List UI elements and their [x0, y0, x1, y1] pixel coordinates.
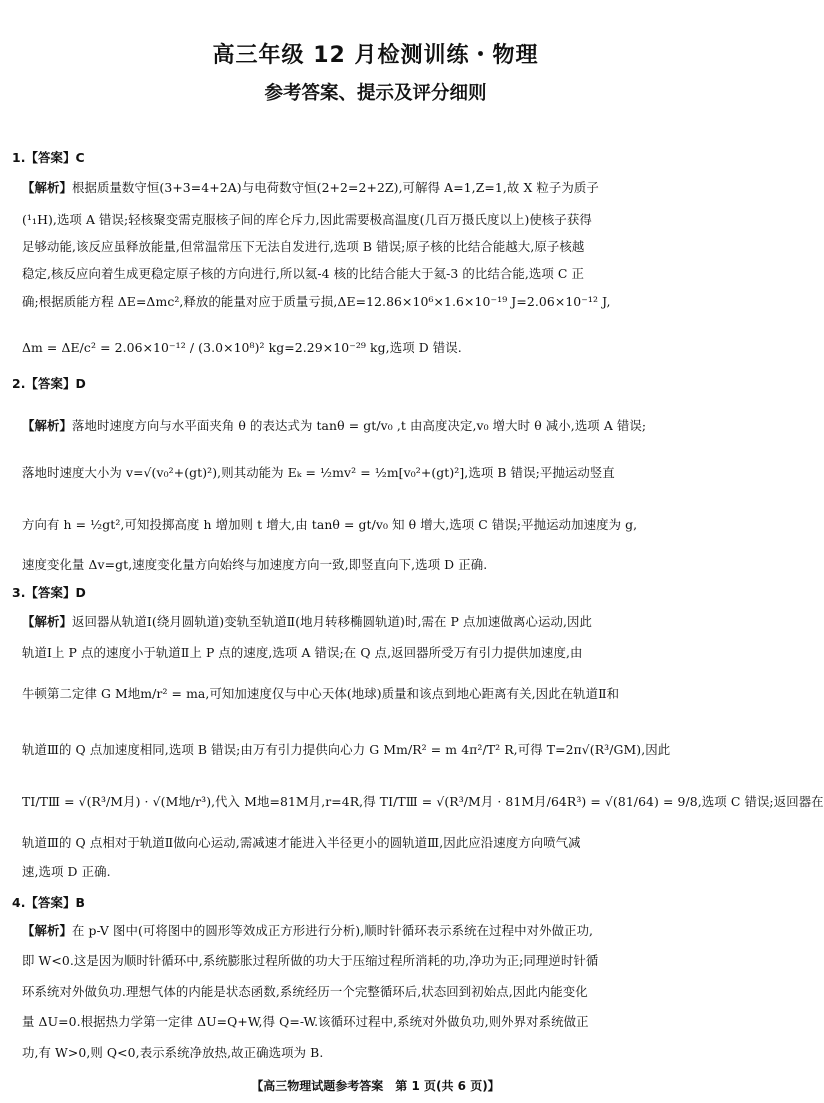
page-footer: 【高三物理试题参考答案 第 1 页(共 6 页)】 — [251, 1079, 500, 1093]
q4-line-4: 量 ΔU=0.根据热力学第一定律 ΔU=Q+W,得 Q=-W.该循环过程中,系统对外做负功,则外界对系统做正 — [22, 1014, 589, 1029]
q4-answer: 4.【答案】B — [12, 895, 86, 910]
q1-answer: 1.【答案】C — [12, 150, 85, 165]
q2-line-3: 方向有 h = ½gt²,可知投掷高度 h 增加则 t 增大,由 tanθ = gt/v₀ 知 θ 增大,选项 C 错误;平抛运动加速度为 g, — [22, 517, 638, 532]
q3-line-6: 轨道Ⅲ的 Q 点相对于轨道Ⅱ做向心运动,需减速才能进入半径更小的圆轨道Ⅲ,因此应沿速度方向喷气减 — [22, 835, 581, 850]
q3-line-1: 【解析】返回器从轨道Ⅰ(绕月圆轨道)变轨至轨道Ⅱ(地月转移椭圆轨道)时,需在 P 点加速做离心运动,因此 — [22, 614, 592, 629]
q1-line-1: 【解析】根据质量数守恒(3+3=4+2A)与电荷数守恒(2+2=2+2Z),可解得 A=1,Z=1,故 X 粒子为质子 — [22, 180, 599, 195]
q3-line-5: TⅠ/TⅢ = √(R³/M月) · √(M地/r³),代入 M地=81M月,r=4R,得 TⅠ/TⅢ = √(R³/M月 · 81M月/64R³) = √(81/64) = 9/8,选项 C 错误;返回器在 — [22, 794, 824, 809]
q1-line-4: 稳定,核反应向着生成更稳定原子核的方向进行,所以氦-4 核的比结合能大于氦-3 的比结合能,选项 C 正 — [22, 266, 585, 281]
q4-line-1: 【解析】在 p-V 图中(可将图中的圆形等效成正方形进行分析),顺时针循环表示系统在过程中对外做正功, — [22, 923, 594, 938]
q3-line-4: 轨道Ⅲ的 Q 点加速度相同,选项 B 错误;由万有引力提供向心力 G Mm/R² = m 4π²/T² R,可得 T=2π√(R³/GM),因此 — [22, 742, 671, 757]
q4-line-2: 即 W<0.这是因为顺时针循环中,系统膨胀过程所做的功大于压缩过程所消耗的功,净功为正;同理逆时针循 — [22, 953, 599, 968]
q2-answer: 2.【答案】D — [12, 376, 86, 391]
q4-line-3: 环系统对外做负功.理想气体的内能是状态函数,系统经历一个完整循环后,状态回到初始点,因此内能变化 — [22, 984, 588, 999]
q1-line-2: (¹₁H),选项 A 错误;轻核聚变需克服核子间的库仑斥力,因此需要极高温度(几百万摄氏度以上)使核子获得 — [22, 212, 592, 227]
page-subtitle: 参考答案、提示及评分细则 — [264, 83, 487, 104]
q3-line-3: 牛顿第二定律 G M地m/r² = ma,可知加速度仅与中心天体(地球)质量和该点到地心距离有关,因此在轨道Ⅱ和 — [22, 686, 620, 701]
q3-line-2: 轨道Ⅰ上 P 点的速度小于轨道Ⅱ上 P 点的速度,选项 A 错误;在 Q 点,返回器所受万有引力提供加速度,由 — [22, 645, 583, 660]
q1-line-3: 足够动能,该反应虽释放能量,但常温常压下无法自发进行,选项 B 错误;原子核的比结合能越大,原子核越 — [22, 239, 585, 254]
q1-line-6: Δm = ΔE/c² = 2.06×10⁻¹² / (3.0×10⁸)² kg=2.29×10⁻²⁹ kg,选项 D 错误. — [22, 340, 462, 355]
q1-line-5: 确;根据质能方程 ΔE=Δmc²,释放的能量对应于质量亏损,ΔE=12.86×10⁶×1.6×10⁻¹⁹ J=2.06×10⁻¹² J, — [22, 294, 611, 309]
q3-line-7: 速,选项 D 正确. — [22, 864, 111, 879]
q2-line-2: 落地时速度大小为 v=√(v₀²+(gt)²),则其动能为 Eₖ = ½mv² = ½m[v₀²+(gt)²],选项 B 错误;平抛运动竖直 — [22, 465, 615, 480]
page-title: 高三年级 12 月检测训练・物理 — [212, 43, 539, 68]
q4-line-5: 功,有 W>0,则 Q<0,表示系统净放热,故正确选项为 B. — [22, 1045, 324, 1060]
q2-line-4: 速度变化量 Δv=gt,速度变化量方向始终与加速度方向一致,即竖直向下,选项 D 正确. — [22, 557, 488, 572]
q2-line-1: 【解析】落地时速度方向与水平面夹角 θ 的表达式为 tanθ = gt/v₀ ,t 由高度决定,v₀ 增大时 θ 减小,选项 A 错误; — [22, 418, 647, 433]
q3-answer: 3.【答案】D — [12, 585, 86, 600]
